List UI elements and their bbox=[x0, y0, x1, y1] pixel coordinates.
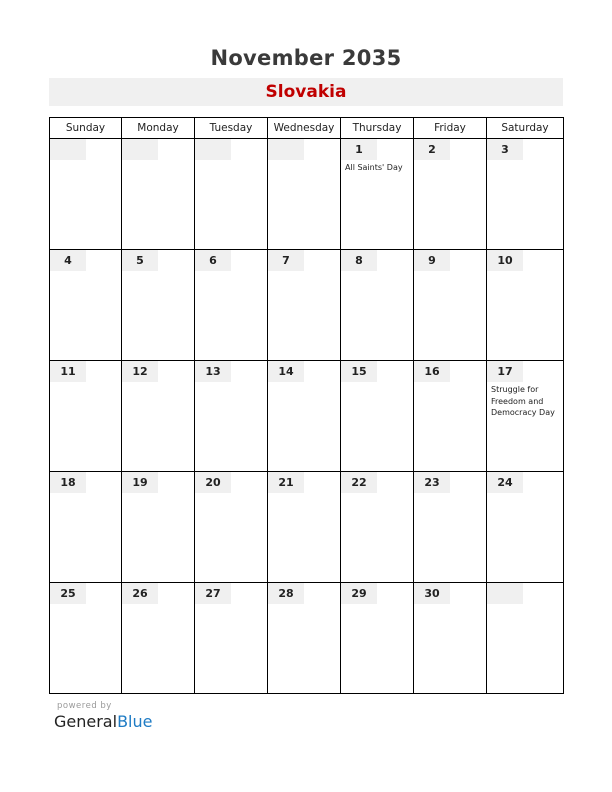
day-cell[interactable] bbox=[122, 361, 195, 472]
day-number: 1 bbox=[341, 139, 377, 160]
day-number: 22 bbox=[341, 472, 377, 493]
day-cell[interactable] bbox=[195, 472, 268, 583]
day-number: 3 bbox=[487, 139, 523, 160]
weekday-thursday: Thursday bbox=[341, 118, 414, 139]
day-cell[interactable] bbox=[195, 361, 268, 472]
brand-blue-text: Blue bbox=[117, 712, 153, 731]
day-cell[interactable] bbox=[195, 583, 268, 694]
holiday-label: All Saints' Day bbox=[345, 163, 403, 172]
weekday-wednesday: Wednesday bbox=[268, 118, 341, 139]
day-cell[interactable] bbox=[122, 139, 195, 250]
day-number: 25 bbox=[50, 583, 86, 604]
day-cell[interactable] bbox=[268, 139, 341, 250]
weekday-tuesday: Tuesday bbox=[195, 118, 268, 139]
day-cell[interactable] bbox=[341, 583, 414, 694]
day-number: 2 bbox=[414, 139, 450, 160]
weekday-header-row bbox=[50, 118, 564, 139]
day-number: 16 bbox=[414, 361, 450, 382]
day-number: 11 bbox=[50, 361, 86, 382]
day-cell[interactable] bbox=[487, 472, 564, 583]
weekday-sunday: Sunday bbox=[50, 118, 122, 139]
day-cell[interactable] bbox=[268, 361, 341, 472]
day-number: 10 bbox=[487, 250, 523, 271]
day-cell[interactable] bbox=[414, 583, 487, 694]
day-cell[interactable] bbox=[487, 139, 564, 250]
day-number: 19 bbox=[122, 472, 158, 493]
day-number: 9 bbox=[414, 250, 450, 271]
week-row bbox=[50, 250, 564, 361]
day-cell[interactable] bbox=[414, 472, 487, 583]
day-cell[interactable] bbox=[414, 250, 487, 361]
day-number: 8 bbox=[341, 250, 377, 271]
day-number: 30 bbox=[414, 583, 450, 604]
week-row bbox=[50, 472, 564, 583]
day-cell[interactable] bbox=[195, 250, 268, 361]
day-number: 5 bbox=[122, 250, 158, 271]
day-number: 14 bbox=[268, 361, 304, 382]
day-number bbox=[195, 139, 231, 160]
day-number bbox=[268, 139, 304, 160]
day-number: 7 bbox=[268, 250, 304, 271]
day-cell[interactable] bbox=[122, 583, 195, 694]
powered-by-label: powered by bbox=[57, 701, 112, 711]
day-cell[interactable] bbox=[195, 139, 268, 250]
day-cell[interactable] bbox=[341, 361, 414, 472]
day-cell[interactable] bbox=[122, 250, 195, 361]
weekday-saturday: Saturday bbox=[487, 118, 564, 139]
day-cell[interactable] bbox=[341, 139, 414, 250]
day-number: 29 bbox=[341, 583, 377, 604]
day-number: 28 bbox=[268, 583, 304, 604]
day-cell[interactable] bbox=[341, 250, 414, 361]
day-number: 6 bbox=[195, 250, 231, 271]
country-name: Slovakia bbox=[265, 82, 347, 102]
day-cell[interactable] bbox=[341, 472, 414, 583]
day-number: 17 bbox=[487, 361, 523, 382]
day-number: 21 bbox=[268, 472, 304, 493]
week-row bbox=[50, 583, 564, 694]
day-cell[interactable] bbox=[50, 583, 122, 694]
day-number: 23 bbox=[414, 472, 450, 493]
page-title: November 2035 bbox=[210, 46, 402, 70]
week-row bbox=[50, 139, 564, 250]
weekday-friday: Friday bbox=[414, 118, 487, 139]
day-number bbox=[487, 583, 523, 604]
day-cell[interactable] bbox=[268, 250, 341, 361]
holiday-label: Struggle for Freedom and Democracy Day bbox=[491, 385, 555, 417]
day-number: 4 bbox=[50, 250, 86, 271]
day-number bbox=[122, 139, 158, 160]
country-banner bbox=[49, 78, 563, 106]
day-cell[interactable] bbox=[487, 250, 564, 361]
day-number: 24 bbox=[487, 472, 523, 493]
week-row bbox=[50, 361, 564, 472]
calendar-grid bbox=[49, 117, 564, 694]
day-cell[interactable] bbox=[487, 583, 564, 694]
day-number bbox=[50, 139, 86, 160]
day-number: 27 bbox=[195, 583, 231, 604]
day-cell[interactable] bbox=[122, 472, 195, 583]
day-cell[interactable] bbox=[268, 472, 341, 583]
day-number: 20 bbox=[195, 472, 231, 493]
day-cell[interactable] bbox=[50, 139, 122, 250]
day-number: 15 bbox=[341, 361, 377, 382]
day-number: 13 bbox=[195, 361, 231, 382]
weekday-monday: Monday bbox=[122, 118, 195, 139]
day-cell[interactable] bbox=[50, 250, 122, 361]
brand-general-text: General bbox=[54, 712, 118, 731]
day-cell[interactable] bbox=[50, 361, 122, 472]
day-cell[interactable] bbox=[414, 361, 487, 472]
day-cell[interactable] bbox=[268, 583, 341, 694]
day-number: 26 bbox=[122, 583, 158, 604]
day-number: 18 bbox=[50, 472, 86, 493]
day-cell[interactable] bbox=[414, 139, 487, 250]
day-number: 12 bbox=[122, 361, 158, 382]
generalblue-logo[interactable] bbox=[54, 712, 152, 731]
day-cell[interactable] bbox=[487, 361, 564, 472]
day-cell[interactable] bbox=[50, 472, 122, 583]
